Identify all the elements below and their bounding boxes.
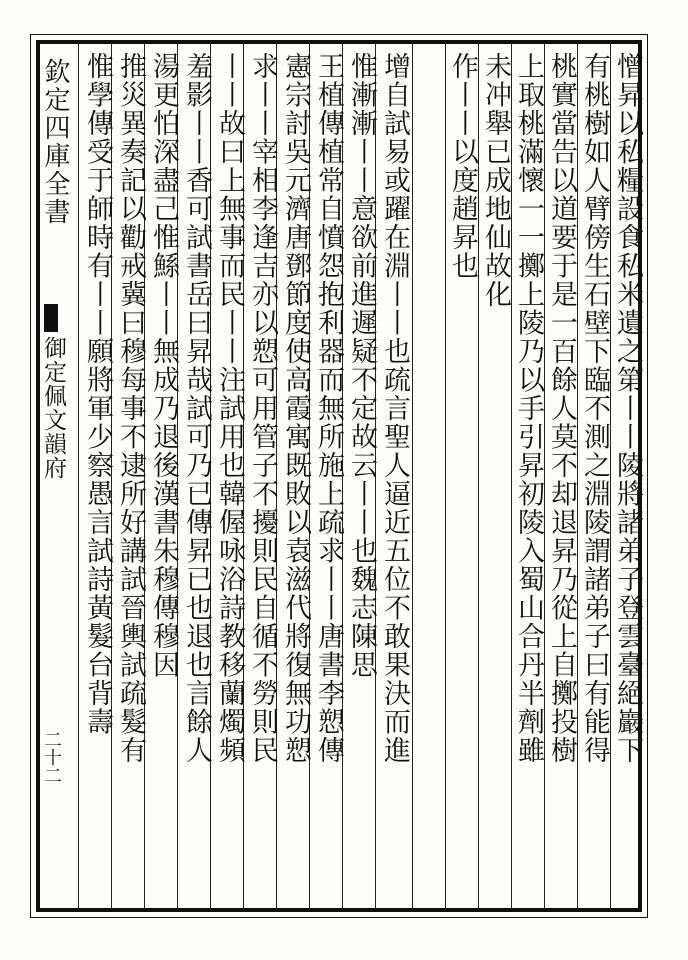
text-column-11: 求丨丨宰相李逢吉亦以愬可用管子不擾則民自循不勞則民 (247, 52, 278, 765)
margin-subtitle: 御定佩文韻府 (40, 336, 66, 480)
text-column-13: 羞影丨丨香可試書岳曰昇哉試可乃已傳昇已也退也言餘人 (181, 52, 212, 765)
text-column-9: 王植傳植常自憤怨抱利器而無所施上疏求丨丨唐書李愬傳 (313, 52, 344, 765)
text-column-15: 推災異奏記以勸戒冀曰穆每事不逮所好講試晉輿試疏髮有 (115, 52, 146, 765)
text-column-6: 作丨丨以度趙昇也 (447, 52, 478, 280)
margin-title: 欽定四庫全書 (40, 58, 70, 226)
text-column-2: 有桃樹如人臂傍生石壁下臨不測之淵陵謂諸弟子曰有能得 (579, 52, 610, 765)
text-column-3: 桃實當告以道要于是一百餘人莫不却退昇乃從上自擲投樹 (546, 52, 577, 765)
text-column-16: 惟學傳受于師時有丨丨願將軍少察愚言試詩黃髮台背壽 (82, 52, 113, 736)
text-column-10: 憲宗討吳元濟唐鄧節度使高霞寓既敗以袁滋代將復無功愬 (280, 52, 311, 765)
fish-tail-mark (44, 304, 58, 332)
text-column-4: 上取桃滿懷一一擲上陵乃以手引昇初陵入蜀山合丹半劑雖 (513, 52, 544, 765)
text-column-14: 湯更怕深盡己惟鯀丨丨無成乃退後漢書朱穆傳穆因 (148, 52, 179, 679)
text-column-7: 增自試易或躍在淵丨丨也疏言聖人逼近五位不敢果決而進 (379, 52, 410, 765)
text-column-5: 未冲舉已成地仙故化 (480, 52, 511, 309)
text-column-1: 憎昇以私糧設食私米遺之第丨丨陵將諸弟子登雲臺絕巖下 (612, 52, 643, 765)
text-column-12: 丨丨故曰上無事而民丨丨注試用也韓偓咏浴詩教移蘭燭頻 (214, 52, 245, 765)
page-number: 二十二 (41, 730, 62, 784)
column-rule (412, 44, 413, 908)
text-column-8: 惟漸漸丨丨意欲前進遲疑不定故云丨丨也魏志陳思 (346, 52, 377, 679)
